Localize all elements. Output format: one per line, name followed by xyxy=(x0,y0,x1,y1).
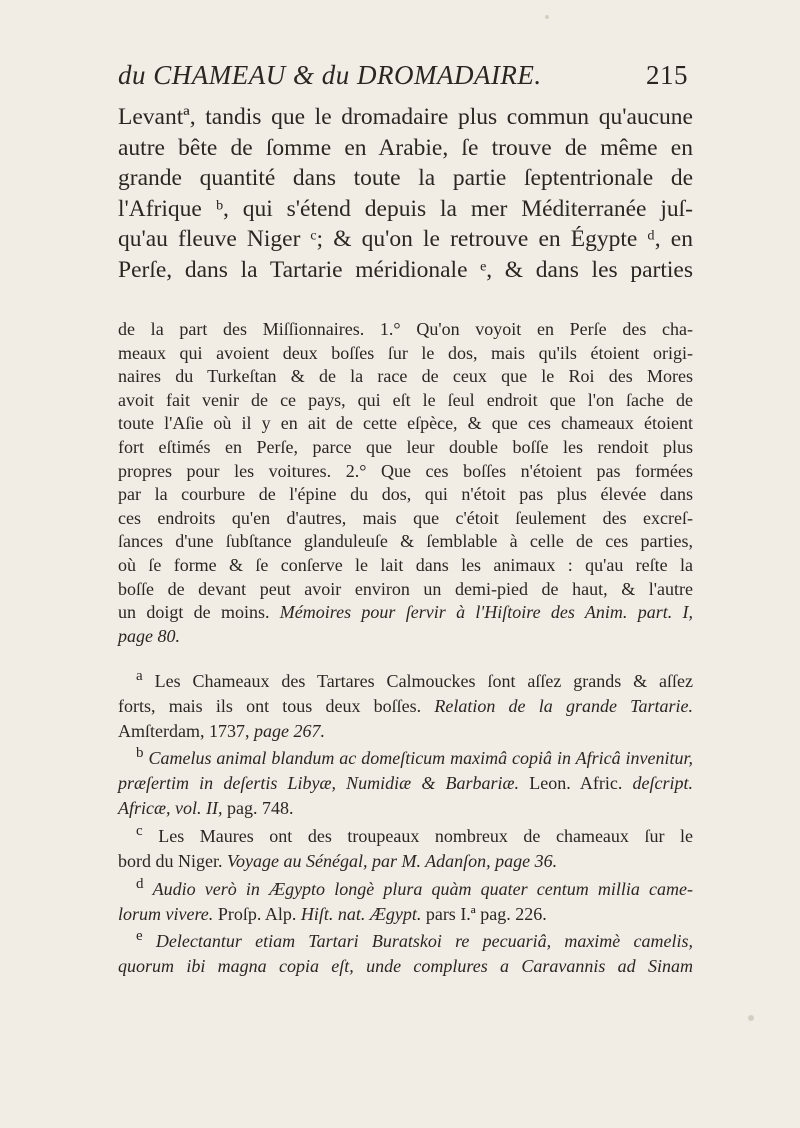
note-line: ſances d'une ſubſtance glanduleuſe & ſemblable à celle de ces parties, xyxy=(118,531,693,552)
footnote-marker: d xyxy=(136,876,144,892)
note-line: avoit fait venir de ce pays, qui eſt le ſeul endroit que l'on ſache de xyxy=(118,389,693,410)
footnote-citation: Hiſt. nat. Ægypt. xyxy=(300,904,422,924)
footnote-citation: page 267. xyxy=(253,721,325,741)
note-line: un doigt de moins. xyxy=(118,602,270,623)
footnote-citation: Africæ, vol. II, xyxy=(118,798,223,818)
running-header xyxy=(118,60,688,91)
footnote-b xyxy=(118,741,693,821)
paper-speck xyxy=(748,1015,754,1021)
footnote-c xyxy=(118,819,693,874)
footnote-text: Les Chameaux des Tartares Calmouckes ſont aſſez grands & aſſez xyxy=(154,671,694,691)
note-line: propres pour les voitures. 2.° Que ces boſſes n'étoient pas formées xyxy=(118,460,693,481)
main-line: Levantª, tandis que le dromadaire plus commun qu'aucune xyxy=(118,104,693,130)
main-text xyxy=(118,102,693,286)
footnote-text: Les Maures ont des troupeaux nombreux de chameaux ſur le xyxy=(158,826,693,846)
footnote-text: pag. 748. xyxy=(226,798,294,818)
footnote-citation: Delectantur etiam Tartari Buratskoi re pecuariâ, maximè camelis, xyxy=(155,931,693,951)
footnote-e xyxy=(118,924,693,979)
footnote-marker: a xyxy=(136,668,143,684)
main-line: qu'au fleuve Niger ᶜ; & qu'on le retrouve en Égypte ᵈ, en xyxy=(118,226,693,253)
note-line: naires du Turkeſtan & de la race de ceux que le Roi des Mores xyxy=(118,366,693,387)
citation-page: page 80. xyxy=(118,625,180,646)
note-line: toute l'Aſie où il y en ait de cette eſpèce, & que ces chameaux étoient xyxy=(118,413,693,434)
footnote-citation: deſcript. xyxy=(632,773,694,793)
footnote-d xyxy=(118,872,693,927)
paper-speck xyxy=(545,15,549,19)
footnote-citation: Camelus animal blandum ac domeſticum maximâ copiâ in Africâ invenitur, xyxy=(148,748,694,768)
footnote-citation: Relation de la grande Tartarie. xyxy=(434,696,693,716)
running-title: du CHAMEAU & du DROMADAIRE. xyxy=(118,60,542,90)
footnote-marker: b xyxy=(136,745,144,761)
citation-title: Mémoires pour ſervir à l'Hiſtoire des Anim. part. I, xyxy=(279,602,694,623)
footnote-text: forts, mais ils ont tous deux boſſes. xyxy=(118,696,422,716)
note-line: de la part des Miſſionnaires. 1.° Qu'on voyoit en Perſe des cha- xyxy=(118,319,693,339)
footnote-citation: præſertim in deſertis Libyæ, Numidiæ & Barbariæ. xyxy=(118,773,520,793)
footnote-citation: Audio verò in Ægypto longè plura quàm quater centum millia came- xyxy=(152,879,694,899)
footnote-text: Leon. Afric. xyxy=(529,773,623,793)
footnote-text: bord du Niger. xyxy=(118,851,223,871)
footnote-text: pars I.ª pag. 226. xyxy=(425,904,547,924)
note-line: fort eſtimés en Perſe, parce que leur double boſſe les rendoit plus xyxy=(118,436,693,457)
note-line: boſſe de devant peut avoir environ un demi-pied de haut, & l'autre xyxy=(118,578,693,599)
footnote-text: Proſp. Alp. xyxy=(217,904,297,924)
main-line: grande quantité dans toute la partie ſeptentrionale de xyxy=(118,165,693,192)
footnote-citation: quorum ibi magna copia eſt, unde complures a Caravannis ad Sinam xyxy=(118,956,693,976)
note-line-with-citation xyxy=(118,601,693,625)
note-line: ces endroits qu'en d'autres, mais que c'étoit ſeulement des excreſ- xyxy=(118,507,693,528)
note-line: où ſe forme & ſe conſerve le lait dans les animaux : qu'au reſte la xyxy=(118,554,693,575)
main-line: l'Afrique ᵇ, qui s'étend depuis la mer Méditerranée juſ- xyxy=(118,195,693,222)
continued-footnote xyxy=(118,318,693,648)
page-number: 215 xyxy=(646,60,688,90)
footnote-citation: Voyage au Sénégal, par M. Adanſon, page 36. xyxy=(226,851,558,871)
note-line: par la courbure de l'épine du dos, qui n'étoit pas plus élevée dans xyxy=(118,484,693,505)
note-line: meaux qui avoient deux boſſes ſur le dos, mais qu'ils étoient origi- xyxy=(118,342,693,363)
citation-page-line xyxy=(118,625,693,649)
footnote-a xyxy=(118,664,693,744)
footnote-text: Amſterdam, 1737, xyxy=(118,721,250,741)
footnote-marker: e xyxy=(136,928,143,944)
main-line: autre bête de ſomme en Arabie, ſe trouve de même en xyxy=(118,134,693,161)
footnote-marker: c xyxy=(136,823,143,839)
footnote-citation: lorum vivere. xyxy=(118,904,214,924)
main-line: Perſe, dans la Tartarie méridionale ᵉ, & dans les parties xyxy=(118,256,693,283)
